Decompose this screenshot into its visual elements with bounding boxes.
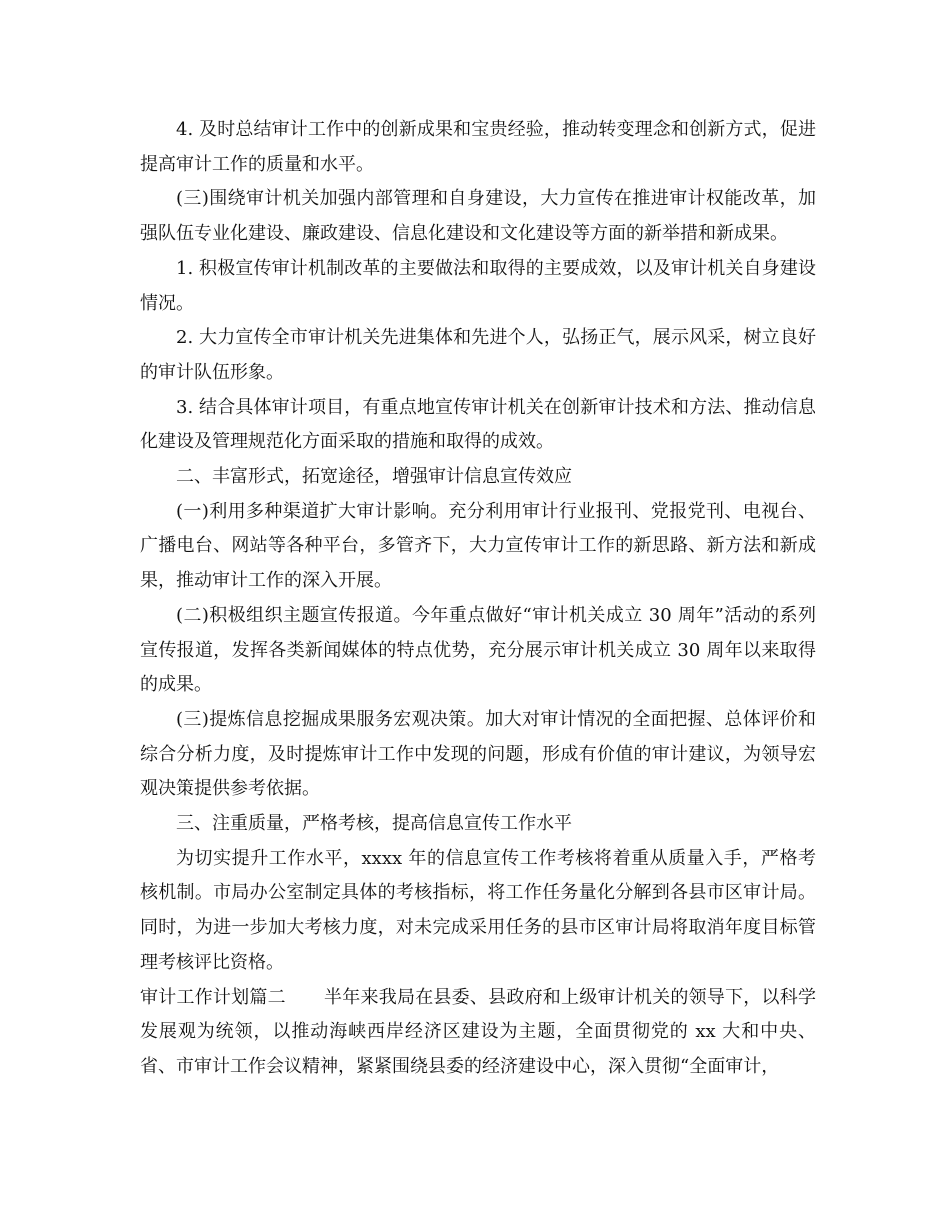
paragraph-assessment: 为切实提升工作水平，xxxx 年的信息宣传工作考核将着重从质量入手，严格考核机制。市局办公室制定具体的考核指标，将工作任务量化分解到各县市区审计局。同时，为进一步加大考核力度，对未完成采用任务的县市区审计局将取消年度目标管理考核评比资格。 xyxy=(140,847,816,973)
paragraph-section-3-intro: (三)围绕审计机关加强内部管理和自身建设，大力宣传在推进审计权能改革，加强队伍专业化建设、廉政建设、信息化建设和文化建设等方面的新举措和新成果。 xyxy=(140,188,816,245)
paragraph-item-2: 2. 大力宣传全市审计机关先进集体和先进个人，弘扬正气，展示风采，树立良好的审计队伍形象。 xyxy=(140,327,816,383)
paragraph-subsection-2: (二)积极组织主题宣传报道。今年重点做好“审计机关成立 30 周年”活动的系列宣传报道，发挥各类新闻媒体的特点优势，充分展示审计机关成立 30 周年以来取得的成果。 xyxy=(140,604,816,696)
paragraph-section-two xyxy=(140,981,816,1085)
document-body xyxy=(140,113,816,1085)
paragraph-item-3: 3. 结合具体审计项目，有重点地宣传审计机关在创新审计技术和方法、推动信息化建设及管理规范化方面采取的措施和取得的成效。 xyxy=(140,396,816,453)
section-heading: 审计工作计划篇二 xyxy=(140,986,286,1008)
paragraph-subsection-1: (一)利用多种渠道扩大审计影响。充分利用审计行业报刊、党报党刊、电视台、广播电台、网站等各种平台，多管齐下，大力宣传审计工作的新思路、新方法和新成果，推动审计工作的深入开展。 xyxy=(140,500,816,592)
heading-part-2: 二、丰富形式，拓宽途径，增强审计信息宣传效应 xyxy=(176,466,572,488)
heading-part-3: 三、注重质量，严格考核，提高信息宣传工作水平 xyxy=(176,813,572,835)
section-body: 半年来我局在县委、县政府和上级审计机关的领导下，以科学发展观为统领，以推动海峡西岸经济区建设为主题，全面贯彻党的 xx 大和中央、省、市审计工作会议精神，紧紧围绕县委的经济建设中心，深入贯彻“全面审计， xyxy=(140,986,816,1077)
paragraph-item-4: 4. 及时总结审计工作中的创新成果和宝贵经验，推动转变理念和创新方式，促进提高审计工作的质量和水平。 xyxy=(140,119,816,175)
paragraph-item-1: 1. 积极宣传审计机制改革的主要做法和取得的主要成效，以及审计机关自身建设情况。 xyxy=(140,257,816,314)
paragraph-subsection-3: (三)提炼信息挖掘成果服务宏观决策。加大对审计情况的全面把握、总体评价和综合分析力度，及时提炼审计工作中发现的问题，形成有价值的审计建议，为领导宏观决策提供参考依据。 xyxy=(140,708,816,800)
